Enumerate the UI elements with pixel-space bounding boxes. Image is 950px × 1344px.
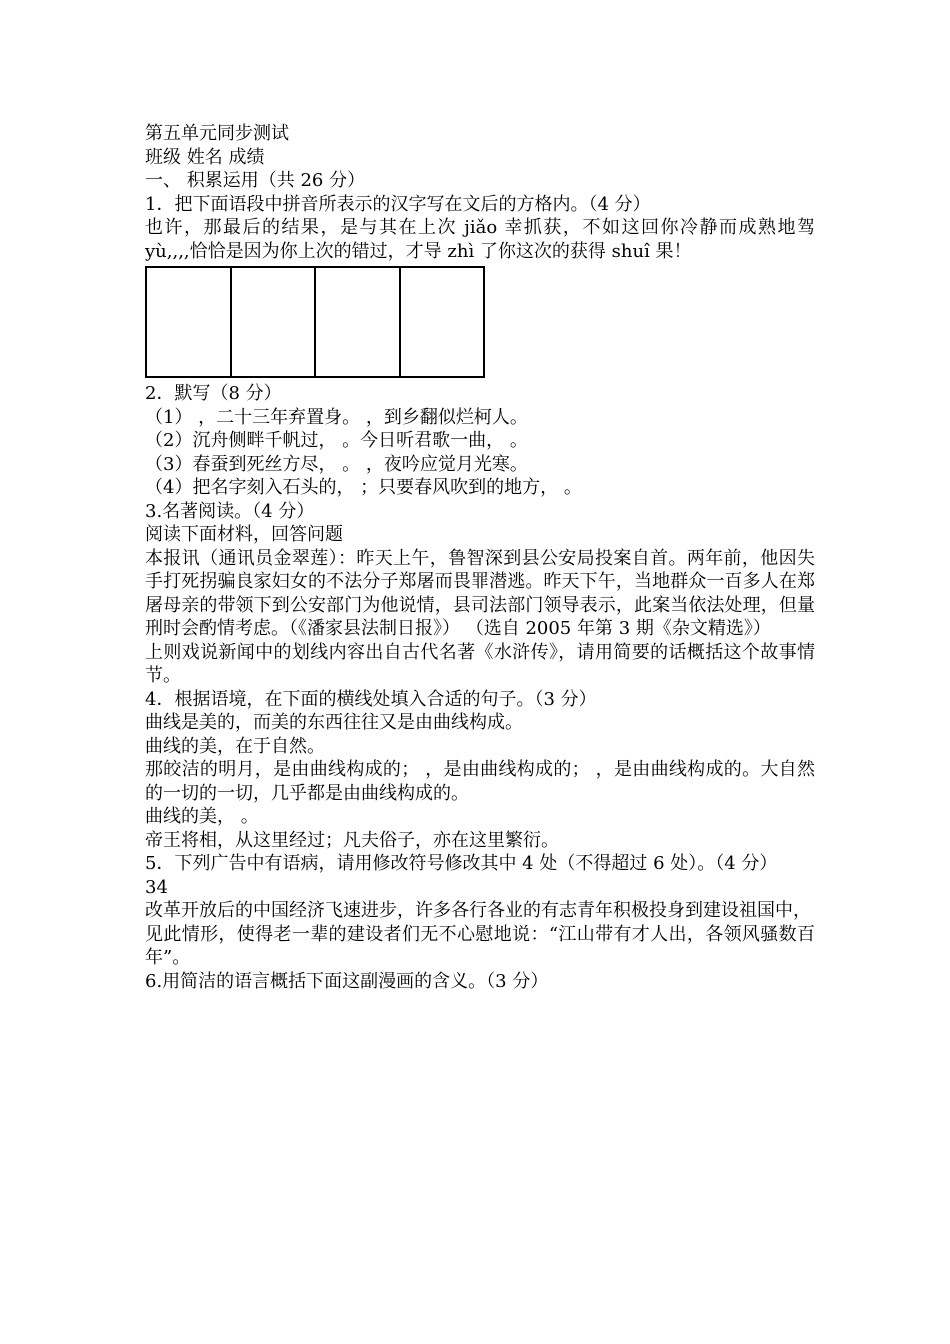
q4-text-line: 曲线的美， 。 <box>145 806 259 827</box>
question-1-heading: 1．把下面语段中拼音所表示的汉字写在文后的方格内。（4 分） <box>145 193 651 215</box>
section-heading: 一、 积累运用（共 26 分） <box>145 170 366 191</box>
answer-box[interactable] <box>316 268 401 376</box>
dictation-item: （2）沉舟侧畔千帆过， 。今日听君歌一曲， 。 <box>145 430 528 451</box>
answer-box[interactable] <box>147 268 232 376</box>
q4-text-line: 帝王将相，从这里经过；凡夫俗子，亦在这里繁衍。 <box>145 829 559 851</box>
news-paragraph: 本报讯（通讯员金翠莲）：昨天上午，鲁智深到县公安局投案自首。两年前，他因失手打死拐骗良家妇女的不法分子郑屠而畏罪潜逃。昨天下午，当地群众一百多人在郑屠母亲的带领下到公安部门为他说情，县司法部门领导表示，此案当依法处理，但量刑时会酌情考虑。（《潘家县法制日报》） （选自 2005 年第 3 期《杂文精选》） <box>145 547 815 639</box>
answer-grid <box>145 266 485 378</box>
question-3-heading: 3.名著阅读。（4 分） <box>145 500 315 522</box>
question-5-heading: 5．下列广告中有语病，请用修改符号修改其中 4 处（不得超过 6 处）。（4 分） <box>145 853 778 874</box>
class-info-line: 班级 姓名 成绩 <box>145 146 265 168</box>
question-2-heading: 2．默写（8 分） <box>145 383 282 404</box>
document-page <box>145 122 815 993</box>
doc-title: 第五单元同步测试 <box>145 123 289 144</box>
answer-box[interactable] <box>232 268 317 376</box>
ad-paragraph: 见此情形，使得老一辈的建设者们无不心慰地说：“江山带有才人出，各领风骚数百年”。 <box>145 923 815 968</box>
page-number: 34 <box>145 876 168 898</box>
ad-paragraph: 改革开放后的中国经济飞速进步，许多各行各业的有志青年积极投身到建设祖国中， <box>145 900 811 921</box>
question-3-instruction: 阅读下面材料，回答问题 <box>145 524 343 545</box>
answer-box[interactable] <box>401 268 484 376</box>
dictation-item: （1） ，二十三年弃置身。 ，到乡翻似烂柯人。 <box>145 406 528 428</box>
dictation-item: （4）把名字刻入石头的， ；只要春风吹到的地方， 。 <box>145 477 582 498</box>
question-4-heading: 4．根据语境，在下面的横线处填入合适的句子。（3 分） <box>145 688 597 710</box>
q4-paragraph: 那皎洁的明月，是由曲线构成的； ，是由曲线构成的； ，是由曲线构成的。大自然的一切的一切，几乎都是由曲线构成的。 <box>145 759 815 804</box>
q4-text-line: 曲线是美的，而美的东西往往又是由曲线构成。 <box>145 712 523 733</box>
dictation-item: （3）春蚕到死丝方尽， 。 ，夜吟应觉月光寒。 <box>145 453 528 475</box>
question-1-text: 也许，那最后的结果，是与其在上次 jiǎo 幸抓获，不如这回你冷静而成熟地驾 yù,,,,恰恰是因为你上次的错过，才导 zhì 了你这次的获得 shuî 果！ <box>145 217 815 262</box>
question-6-heading: 6.用简洁的语言概括下面这副漫画的含义。（3 分） <box>145 970 549 992</box>
question-3-prompt: 上则戏说新闻中的划线内容出自古代名著《水浒传》，请用简要的话概括这个故事情节。 <box>145 641 815 686</box>
q4-text-line: 曲线的美，在于自然。 <box>145 735 325 757</box>
